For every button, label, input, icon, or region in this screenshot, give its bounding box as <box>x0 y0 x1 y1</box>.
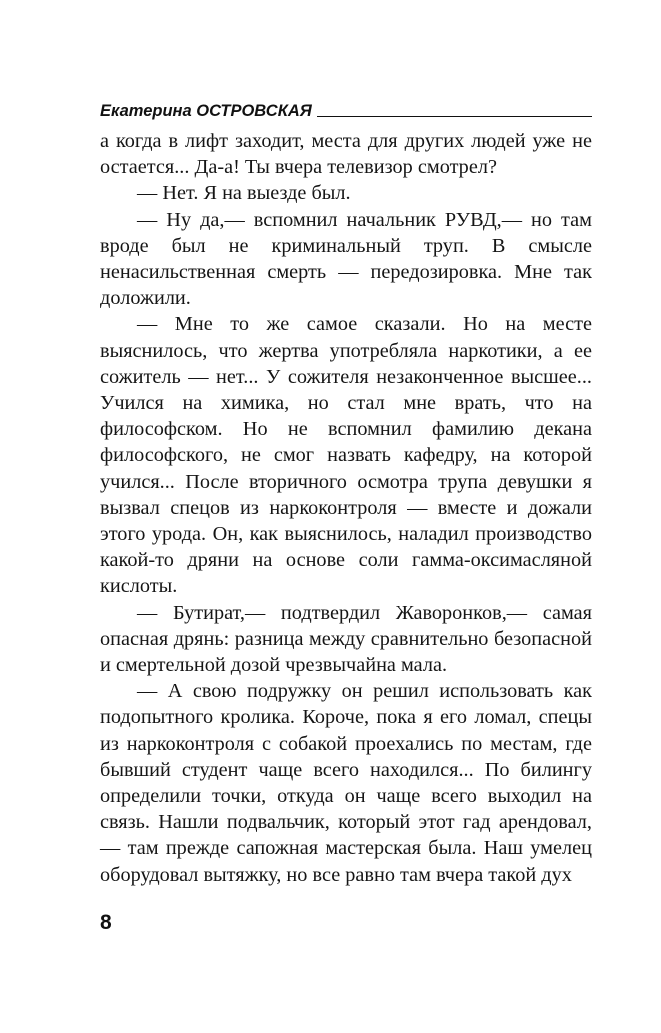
page-number: 8 <box>100 911 112 934</box>
body-text <box>100 128 592 888</box>
paragraph-dialogue: — А свою подружку он решил использовать как подопытного кролика. Короче, пока я его ломал, спецы из наркоконтроля с собакой проехались по местам, где бывший студент чаще всего находился... По билингу определили точки, откуда он чаще всего выходил на связь. Нашли подвальчик, который этот гад арендовал,— там прежде сапожная мастерская была. Наш умелец оборудовал вытяжку, но все равно там вчера такой дух <box>100 680 592 886</box>
author-name: Екатерина ОСТРОВСКАЯ <box>100 102 312 120</box>
paragraph-dialogue: — Бутират,— подтвердил Жаворонков,— самая опасная дрянь: разница между сравнительно безопасной и смертельной дозой чрезвычайна мала. <box>100 601 592 677</box>
header-rule <box>317 116 592 117</box>
paragraph-dialogue: — Ну да,— вспомнил начальник РУВД,— но там вроде был не криминальный труп. В смысле ненасильственная смерть — передозировка. Мне так доложили. <box>100 208 592 310</box>
running-header <box>100 94 592 120</box>
paragraph-dialogue: — Нет. Я на выезде был. <box>137 182 351 205</box>
paragraph-dialogue: — Мне то же самое сказали. Но на месте выяснилось, что жертва употребляла наркотики, а ее сожитель — нет... У сожителя незаконченное высшее... Учился на химика, но стал мне врать, что на философском. Но не вспомнил фамилию декана философского, не смог назвать кафедру, на которой учился... После вторичного осмотра трупа девушки я вызвал спецов из наркоконтроля — вместе и дожали этого урода. Он, как выяснилось, наладил производство какой-то дряни на основе соли гамма-оксимасляной кислоты. <box>100 313 592 598</box>
paragraph-continuation: а когда в лифт заходит, места для других людей уже не остается... Да-а! Ты вчера телевизор смотрел? <box>100 130 592 179</box>
